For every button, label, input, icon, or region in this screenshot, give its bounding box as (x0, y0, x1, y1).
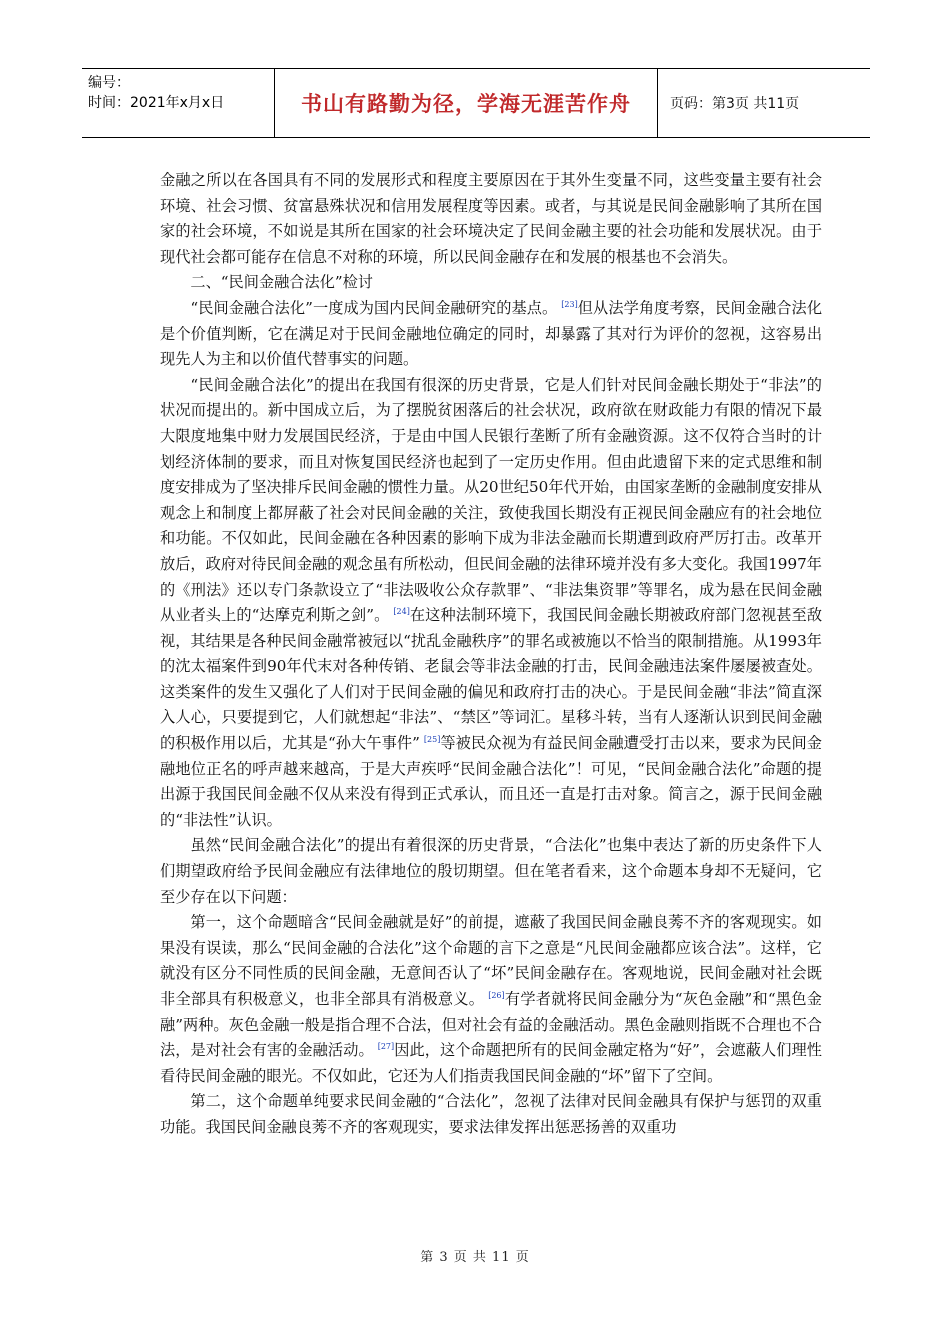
paragraph-text: “民间金融合法化”一度成为国内民间金融研究的基点。 (190, 298, 558, 317)
citation-link[interactable]: [26] (488, 990, 505, 1000)
document-body (160, 168, 822, 1141)
paragraph-text: 第一，这个命题暗含“民间金融就是好”的前提，遮蔽了我国民间金融良莠不齐的客观现实。如果没有误读，那么“民间金融的合法化”这个命题的言下之意是“凡民间金融都应该合法”。这样，它就没有区分不同性质的民间金融，无意间否认了“坏”民间金融存在。客观地说，民间金融对社会既非全部具有积极意义，也非全部具有消极意义。 (160, 913, 822, 1008)
paragraph-text: 因此，这个命题把所有的民间金融定格为“好”，会遮蔽人们理性看待民间金融的眼光。不仅如此，它还为人们指责我国民间金融的“坏”留下了空间。 (160, 1041, 822, 1085)
citation-link[interactable]: [24] (393, 607, 410, 617)
body-paragraph (160, 833, 822, 910)
header-motto-cell (275, 69, 658, 137)
paragraph-text: 在这种法制环境下，我国民间金融长期被政府部门忽视甚至敌视，其结果是各种民间金融常被冠以“扰乱金融秩序”的罪名或被施以不恰当的限制措施。从1993年的沈太福案件到90年代末对各种传销、老鼠会等非法金融的打击，民间金融违法案件屡屡被查处。这类案件的发生又强化了人们对于民间金融的偏见和政府打击的决心。于是民间金融“非法”简直深入人心，只要提到它，人们就想起“非法”、“禁区”等词汇。星移斗转，当有人逐渐认识到民间金融的积极作用以后，尤其是“孙大午事件” (160, 606, 822, 753)
body-paragraph (160, 910, 822, 1089)
body-paragraph (160, 296, 822, 373)
paragraph-text: 等被民众视为有益民间金融遭受打击以来，要求为民间金融地位正名的呼声越来越高，于是大声疾呼“民间金融合法化”！可见，“民间金融合法化”命题的提出源于我国民间金融不仅从来没有得到正式承认，而且还一直是打击对象。简言之，源于民间金融的“非法性”认识。 (160, 734, 822, 829)
page-header (82, 68, 870, 138)
paragraph-text: 虽然“民间金融合法化”的提出有着很深的历史背景，“合法化”也集中表达了新的历史条件下人们期望政府给予民间金融应有法律地位的殷切期望。但在笔者看来，这个命题本身却不无疑问，它至少存在以下问题： (160, 836, 822, 906)
section-heading (160, 270, 822, 296)
paragraph-text: 第二，这个命题单纯要求民间金融的“合法化”，忽视了法律对民间金融具有保护与惩罚的双重功能。我国民间金融良莠不齐的客观现实，要求法律发挥出惩恶扬善的双重功 (160, 1092, 822, 1136)
page-footer: 第 3 页 共 11 页 (420, 1250, 530, 1265)
paragraph-text: 有学者就将民间金融分为“灰色金融”和“黑色金融”两种。灰色金融一般是指合理不合法，但对社会有益的金融活动。黑色金融则指既不合理也不合法，是对社会有害的金融活动。 (160, 990, 822, 1060)
serial-label: 编号： (88, 75, 130, 91)
paragraph-text: 但从法学角度考察，民间金融合法化是个价值判断，它在满足对于民间金融地位确定的同时，却暴露了其对行为评价的忽视，这容易出现先人为主和以价值代替事实的问题。 (160, 298, 823, 369)
paragraph-text: 二、“民间金融合法化”检讨 (190, 273, 373, 292)
header-meta (82, 69, 275, 137)
paragraph-text: “民间金融合法化”的提出在我国有很深的历史背景，它是人们针对民间金融长期处于“非法”的状况而提出的。新中国成立后，为了摆脱贫困落后的社会状况，政府欲在财政能力有限的情况下最大限度地集中财力发展国民经济，于是由中国人民银行垄断了所有金融资源。这不仅符合当时的计划经济体制的要求，而且对恢复国民经济也起到了一定历史作用。但由此遗留下来的定式思维和制度安排成为了坚决排斥民间金融的惯性力量。从20世纪50年代开始，由国家垄断的金融制度安排从观念上和制度上都屏蔽了社会对民间金融的关注，致使我国长期没有正视民间金融应有的社会地位和功能。不仅如此，民间金融在各种因素的影响下成为非法金融而长期遭到政府严厉打击。改革开放后，政府对待民间金融的观念虽有所松动，但民间金融的法律环境并没有多大变化。我国1997年的《刑法》还以专门条款设立了“非法吸收公众存款罪”、“非法集资罪”等罪名，成为悬在民间金融从业者头上的“达摩克利斯之剑”。 (160, 375, 822, 625)
body-paragraph (160, 1089, 822, 1140)
paragraph-text: 金融之所以在各国具有不同的发展形式和程度主要原因在于其外生变量不同，这些变量主要有社会环境、社会习惯、贫富悬殊状况和信用发展程度等因素。或者，与其说是民间金融影响了其所在国家的社会环境，不如说是其所在国家的社会环境决定了民间金融主要的社会功能和发展状况。由于现代社会都可能存在信息不对称的环境，所以民间金融存在和发展的根基也不会消失。 (160, 171, 822, 266)
date-label: 时间：2021年x月x日 (88, 95, 225, 111)
header-page-label: 页码：第3页 共11页 (670, 96, 800, 112)
citation-link[interactable]: [27] (377, 1042, 395, 1052)
body-paragraph (160, 373, 822, 834)
citation-link[interactable]: [23] (561, 299, 578, 309)
citation-link[interactable]: [25] (423, 735, 441, 744)
header-page-cell (658, 69, 870, 137)
header-motto: 书山有路勤为径，学海无涯苦作舟 (301, 92, 631, 116)
body-paragraph (160, 168, 822, 270)
